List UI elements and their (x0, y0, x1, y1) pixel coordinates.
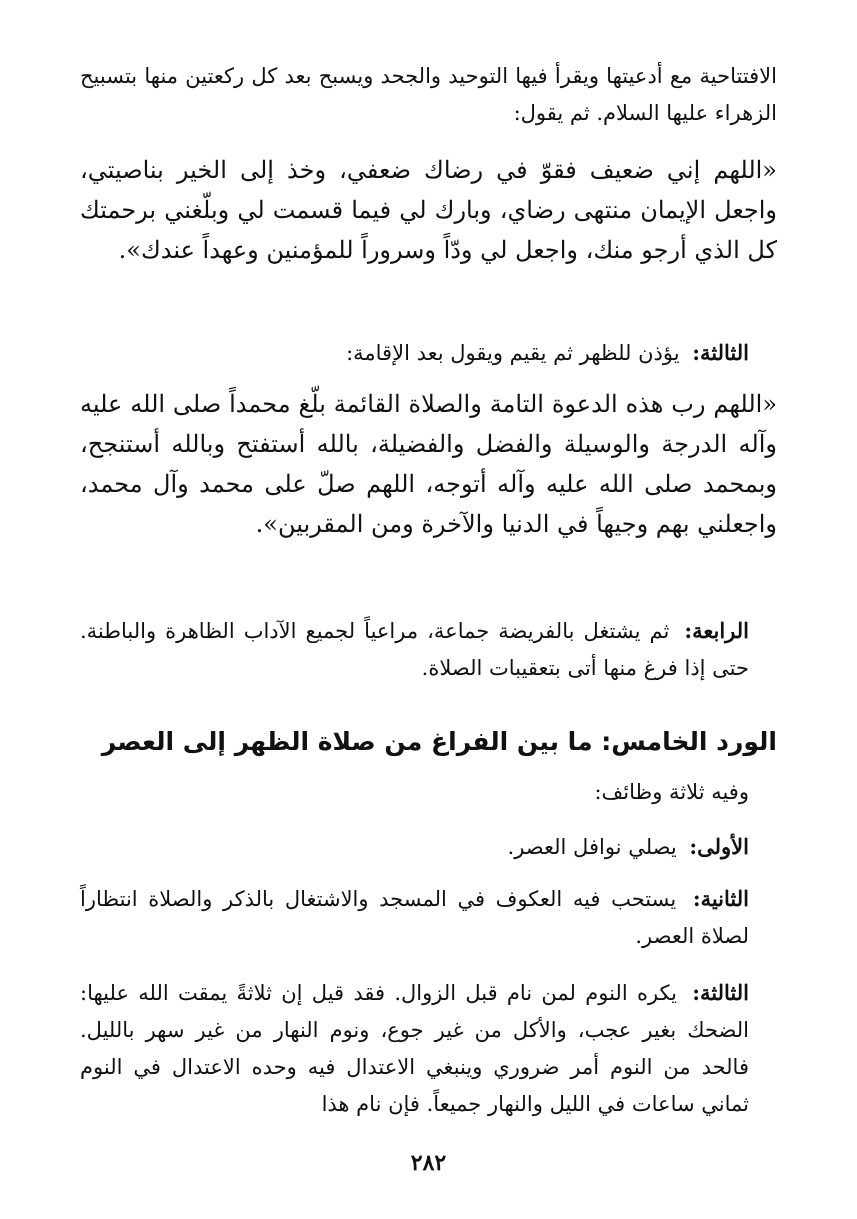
paragraph-text: الافتتاحية مع أدعيتها ويقرأ فيها التوحيد والجحد ويسبح بعد كل ركعتين منها بتسبيح الزهراء عليها السلام. ثم يقول: (80, 64, 777, 125)
supplication-quote-1 (80, 150, 777, 270)
section-heading: الورد الخامس: ما بين الفراغ من صلاة الظهر إلى العصر (101, 727, 777, 756)
supplication-quote-2 (80, 384, 777, 544)
paragraph-second (80, 880, 777, 955)
paragraph-third (80, 334, 777, 372)
quote-text: «اللهم رب هذه الدعوة التامة والصلاة القائمة بلّغ محمداً صلى الله عليه وآله الدرجة والوسيلة والفضل والفضيلة، بالله أستفتح وبالله أستنجح، وبمحمد صلى الله عليه وآله أتوجه، اللهم صلّ على محمد وآل محمد، واجعلني بهم وجيهاً في الدنيا والآخرة ومن المقربين». (80, 390, 777, 538)
first-label: الأولى: (689, 834, 749, 859)
page-number: ٢٨٢ (410, 1150, 447, 1176)
section-intro: وفيه ثلاثة وظائف: (594, 780, 749, 804)
third-text: يؤذن للظهر ثم يقيم ويقول بعد الإقامة: (346, 341, 680, 365)
third-label: الثالثة: (692, 340, 749, 365)
third2-label: الثالثة: (692, 980, 749, 1005)
second-text: يستحب فيه العكوف في المسجد والاشتغال بالذكر والصلاة انتظاراً لصلاة العصر. (80, 887, 749, 948)
fourth-text: ثم يشتغل بالفريضة جماعة، مراعياً لجميع الآداب الظاهرة والباطنة. حتى إذا فرغ منها أتى بتعقيبات الصلاة. (80, 619, 749, 680)
second-label: الثانية: (692, 886, 749, 911)
quote-text: «اللهم إني ضعيف فقوّ في رضاك ضعفي، وخذ إلى الخير بناصيتي، واجعل الإيمان منتهى رضاي، وبارك لي فيما قسمت لي وبلّغني برحمتك كل الذي أرجو منك، واجعل لي ودّاً وسروراً للمؤمنين وعهداً عندك». (80, 156, 777, 264)
third2-text: يكره النوم لمن نام قبل الزوال. فقد قيل إن ثلاثةً يمقت الله عليها: الضحك بغير عجب، والأكل من غير جوع، ونوم النهار من غير سهر بالليل. فالحد من النوم أمر ضروري وينبغي الاعتدال فيه وحده الاعتدال في النوم ثماني ساعات في الليل والنهار جميعاً. فإن نام هذا (80, 981, 749, 1116)
first-text: يصلي نوافل العصر. (507, 835, 677, 859)
fourth-label: الرابعة: (684, 618, 749, 643)
paragraph-fourth (80, 612, 777, 687)
paragraph-third-2 (80, 974, 777, 1123)
paragraph-first (80, 828, 777, 866)
paragraph-opening (80, 58, 777, 132)
